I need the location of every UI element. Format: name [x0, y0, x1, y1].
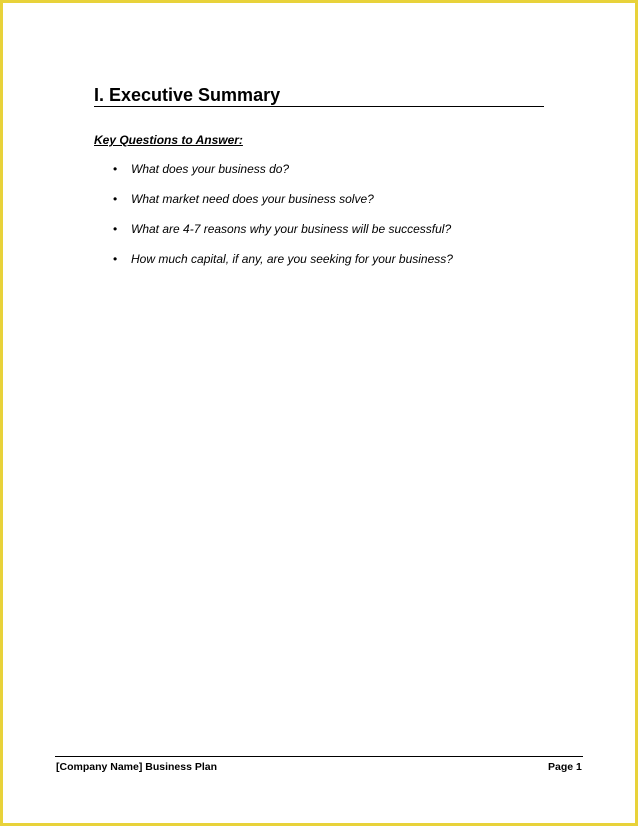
questions-list: [113, 161, 453, 281]
footer-page-number: Page 1: [548, 761, 582, 773]
list-item-text: How much capital, if any, are you seeking for your business?: [131, 252, 453, 266]
list-item: [113, 161, 453, 191]
list-item: [113, 191, 453, 221]
section-heading-text: I. Executive Summary: [94, 85, 281, 105]
key-questions-label: Key Questions to Answer:: [94, 133, 243, 147]
footer-company-name: [Company Name] Business Plan: [56, 761, 218, 773]
bullet-icon: •: [113, 252, 118, 266]
bullet-icon: •: [113, 192, 118, 206]
list-item-text: What market need does your business solve?: [131, 192, 374, 206]
section-heading: [94, 84, 544, 107]
footer-divider: [55, 756, 583, 757]
list-item: [113, 251, 453, 281]
bullet-icon: •: [113, 162, 118, 176]
bullet-icon: •: [113, 222, 118, 236]
list-item-text: What are 4-7 reasons why your business will be successful?: [131, 222, 452, 236]
list-item: [113, 221, 453, 251]
list-item-text: What does your business do?: [131, 162, 290, 176]
